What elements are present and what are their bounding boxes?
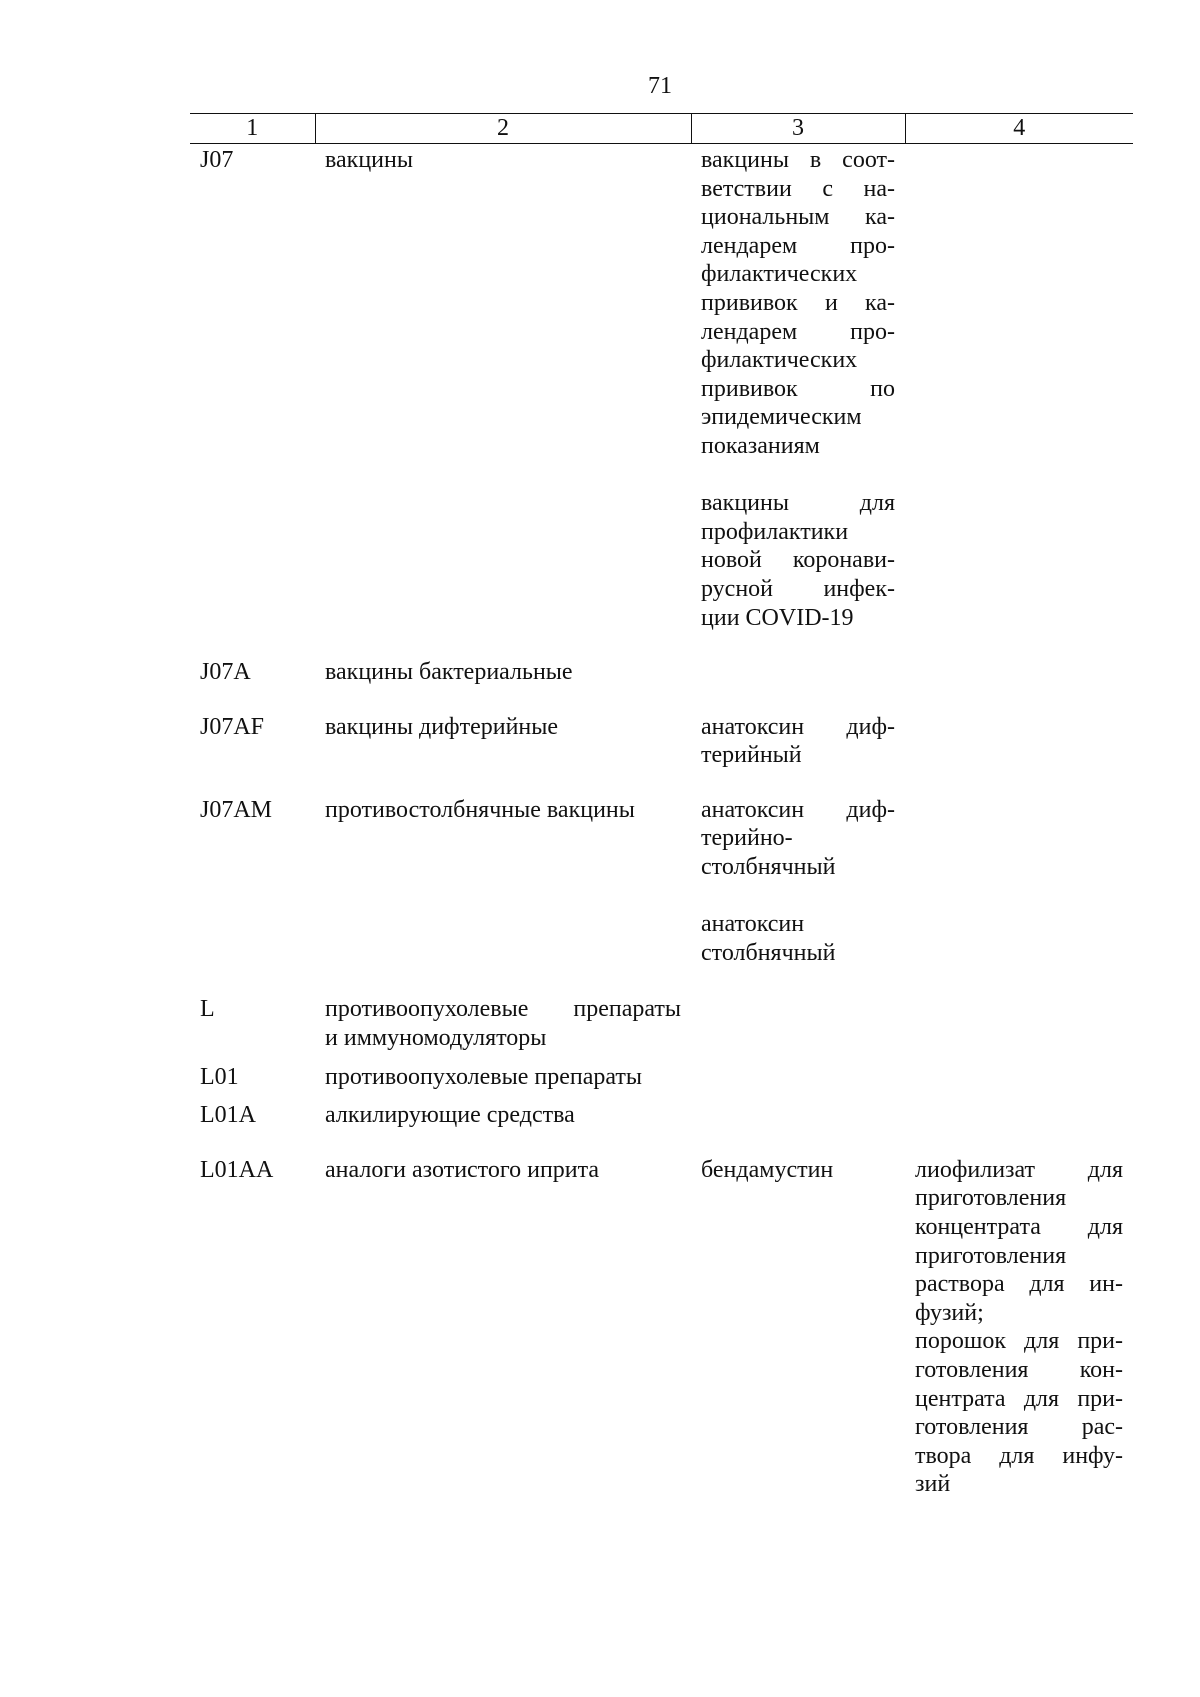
atc-code: J07AF [200, 713, 265, 740]
dosage-forms-cell [905, 796, 1133, 996]
page-number: 71 [648, 73, 672, 99]
atc-code: J07AM [200, 796, 273, 823]
dosage-forms-cell [905, 1101, 1133, 1156]
atc-code: L01A [200, 1102, 256, 1129]
atc-code: L01AA [200, 1156, 274, 1183]
group-name-cell [315, 995, 691, 1062]
table-row [190, 144, 1133, 659]
group-name-cell [315, 713, 691, 796]
drug-name: анатоксин столбнячный [701, 911, 836, 966]
atc-code: L01 [200, 1063, 239, 1090]
drug-names-cell [691, 713, 905, 796]
dosage-forms-cell [905, 713, 1133, 796]
atc-code-cell [190, 658, 315, 713]
group-name: алкилирующие средства [325, 1102, 575, 1129]
atc-code: J07 [200, 147, 234, 173]
table-row [190, 658, 1133, 713]
table-body [190, 144, 1133, 1499]
dosage-forms-cell [905, 995, 1133, 1062]
group-name: противоопухолевые препараты и иммуномодуляторы [325, 996, 681, 1052]
atc-code-cell [190, 1101, 315, 1156]
group-name: вакцины дифтерийные [325, 713, 559, 740]
table-row [190, 1101, 1133, 1156]
drug-names-cell [691, 658, 905, 713]
drug-names-cell [691, 995, 905, 1062]
atc-code-cell [190, 713, 315, 796]
drug-names-cell [691, 144, 905, 659]
group-name-cell [315, 796, 691, 996]
group-name-cell [315, 1101, 691, 1156]
atc-code-cell [190, 995, 315, 1062]
drug-names-cell [691, 1156, 905, 1499]
atc-code: J07A [200, 659, 251, 686]
atc-code: L [200, 996, 215, 1023]
drug-names-cell [691, 1063, 905, 1102]
table-row [190, 1156, 1133, 1499]
atc-code-cell [190, 1156, 315, 1499]
header-col-2: 2 [315, 114, 691, 144]
drug-names-cell [691, 1101, 905, 1156]
dosage-forms: лиофилизат для приготовления концентрата для приготовления раствора для ин- фузий; порошок для при- готовления кон- центрата для при- готовления рас- твора для инфу- зий [915, 1156, 1123, 1498]
medication-table [190, 113, 1133, 1499]
atc-code-cell [190, 1063, 315, 1102]
group-name-cell [315, 1156, 691, 1499]
group-name: противоопухолевые препараты [325, 1063, 643, 1090]
group-name-cell [315, 658, 691, 713]
group-name: аналоги азотистого иприта [325, 1156, 600, 1183]
table-header-row [190, 114, 1133, 144]
dosage-forms-cell [905, 1156, 1133, 1499]
header-col-3: 3 [691, 114, 905, 144]
group-name: вакцины бактериальные [325, 659, 573, 686]
header-col-4: 4 [905, 114, 1133, 144]
table-row [190, 713, 1133, 796]
spacer [701, 461, 895, 490]
group-name-cell [315, 144, 691, 659]
drug-name: вакцины в соот- ветствии с на- циональным ка- лендарем про- филактических прививок и ка- лендарем про- филактических прививок по эпидемическим показаниям [701, 147, 895, 459]
atc-code-cell [190, 796, 315, 996]
atc-code-cell [190, 144, 315, 659]
dosage-forms-cell [905, 1063, 1133, 1102]
dosage-forms-cell [905, 658, 1133, 713]
table-row [190, 796, 1133, 996]
drug-name: вакцины для профилактики новой коронави- русной инфек- ции COVID-19 [701, 490, 895, 631]
drug-name: анатоксин диф- терийно- столбнячный [701, 796, 895, 881]
drug-names-cell [691, 796, 905, 996]
group-name: вакцины [325, 147, 413, 173]
table-row [190, 995, 1133, 1062]
dosage-forms-cell [905, 144, 1133, 659]
group-name-cell [315, 1063, 691, 1102]
header-col-1: 1 [190, 114, 315, 144]
group-name: противостолбнячные вакцины [325, 796, 635, 823]
drug-name: анатоксин диф- терийный [701, 713, 895, 769]
table-row [190, 1063, 1133, 1102]
spacer [701, 882, 895, 911]
drug-name: бендамустин [701, 1156, 834, 1183]
